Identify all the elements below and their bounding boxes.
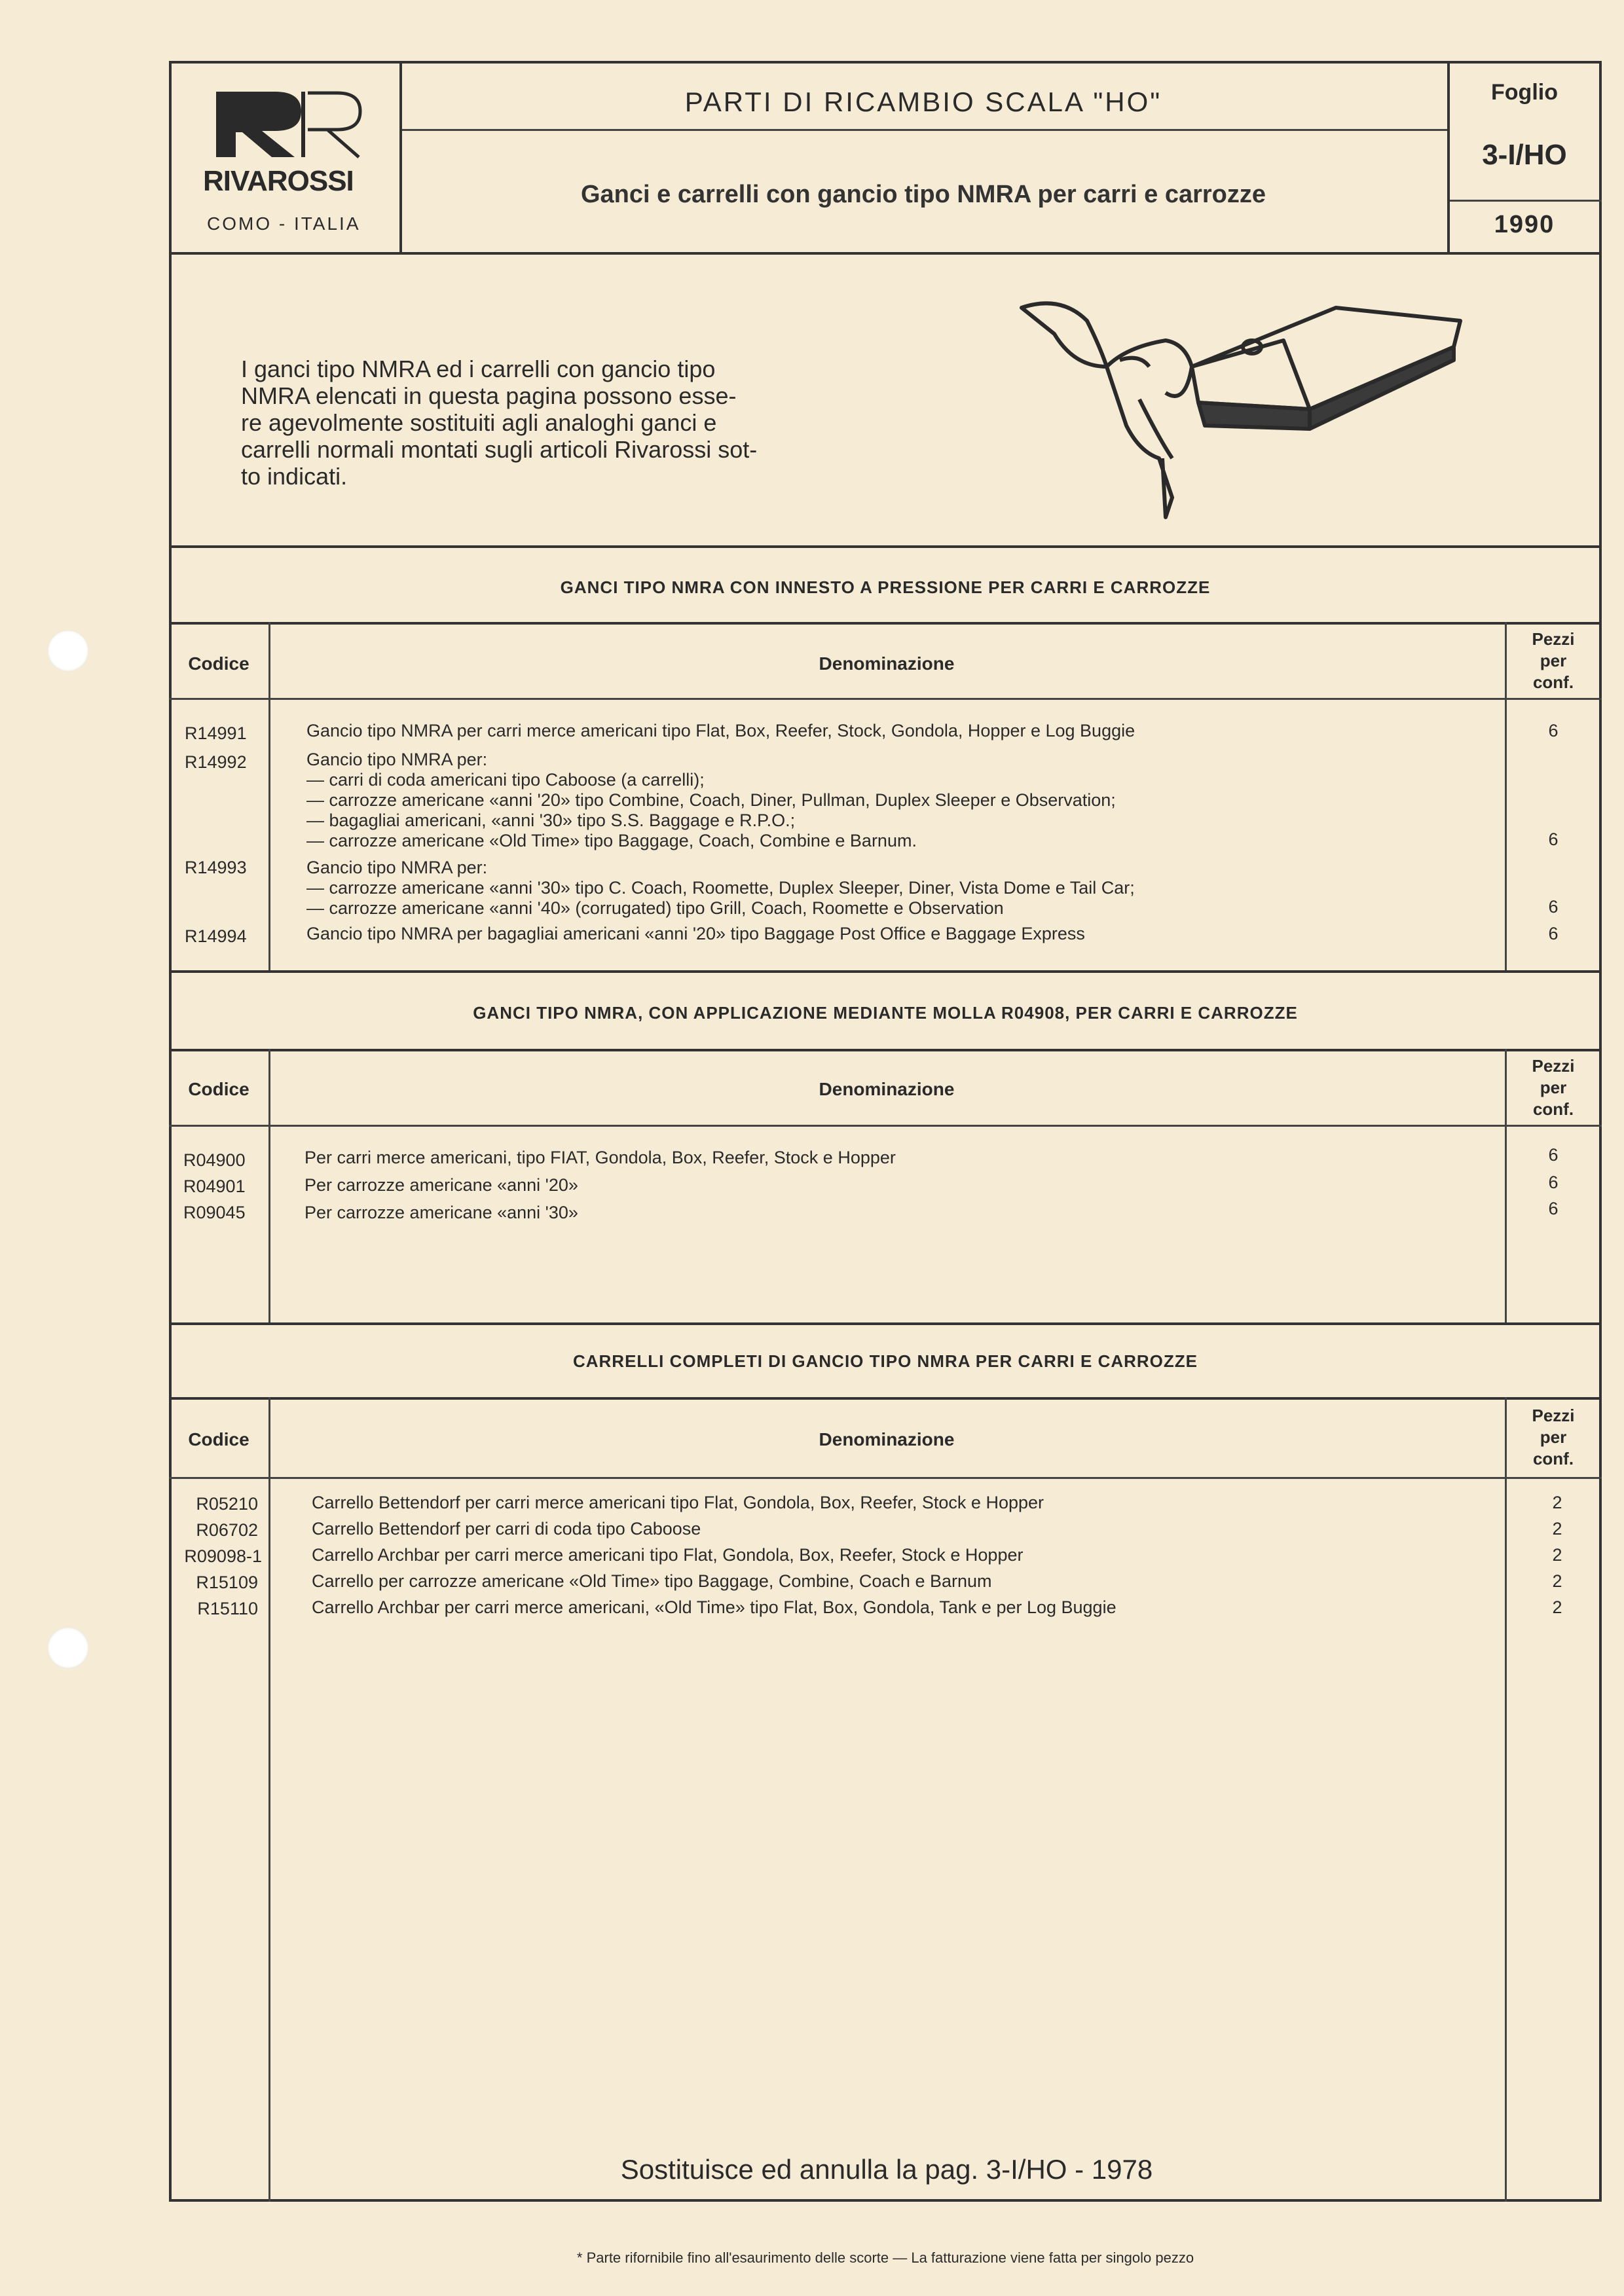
table-row-qty: 2 xyxy=(1552,1519,1562,1539)
foglio-number: 3-I/HO xyxy=(1482,139,1567,171)
section1-title-rule xyxy=(169,622,1602,625)
table-row-qty: 2 xyxy=(1552,1571,1562,1591)
table-row-code: R14991 xyxy=(185,723,247,743)
rivarossi-logo xyxy=(196,85,380,234)
section3-col-description: Denominazione xyxy=(819,1429,955,1449)
table-row-qty: 6 xyxy=(1548,1145,1559,1165)
table-row-qty: 6 xyxy=(1548,1173,1559,1192)
table-row-desc: Carrello Archbar per carri merce americani, «Old Time» tipo Flat, Box, Gondola, Tank e per Log Buggie xyxy=(312,1597,1116,1617)
section3-title: CARRELLI COMPLETI DI GANCIO TIPO NMRA PER CARRI E CARROZZE xyxy=(572,1351,1198,1371)
table-row-code: R14994 xyxy=(185,926,247,946)
section1-header-rule xyxy=(169,698,1602,700)
section2-bottom-rule xyxy=(169,1322,1602,1325)
section1-col-description: Denominazione xyxy=(819,653,955,674)
logo-location: COMO - ITALIA xyxy=(207,213,361,234)
table-row-code: R04900 xyxy=(183,1150,246,1170)
table-row-code: R09098-1 xyxy=(184,1546,262,1566)
nmra-coupler-illustration xyxy=(1008,268,1467,530)
table-row-qty: 6 xyxy=(1548,1199,1559,1218)
table-row-code: R05210 xyxy=(196,1494,258,1514)
section2-col-description: Denominazione xyxy=(819,1079,955,1099)
intro-line: I ganci tipo NMRA ed i carrelli con gancio tipo xyxy=(241,355,716,382)
table-row-code: R14993 xyxy=(185,858,247,877)
section3-col-divider-1 xyxy=(268,1397,270,2202)
intro-line: re agevolmente sostituiti agli analoghi ganci e xyxy=(241,409,717,436)
table-row-desc: — carrozze americane «anni '40» (corrugated) tipo Grill, Coach, Roomette e Observation xyxy=(306,898,1004,918)
replaces-note: Sostituisce ed annulla la pag. 3-I/HO - 1978 xyxy=(620,2154,1153,2185)
section2-col-qty: Pezzi per conf. xyxy=(1532,1056,1575,1119)
table-row-qty: 6 xyxy=(1548,721,1559,740)
section2-title-rule xyxy=(169,1049,1602,1051)
table-row-desc: Gancio tipo NMRA per: xyxy=(306,858,488,877)
logo-brand: RIVAROSSI xyxy=(203,165,354,197)
section3-col-qty: Pezzi per conf. xyxy=(1532,1406,1575,1468)
foglio-rule xyxy=(1447,200,1602,202)
section2-col-code: Codice xyxy=(188,1079,249,1099)
page-title: PARTI DI RICAMBIO SCALA "HO" xyxy=(684,86,1162,117)
table-row-desc: Per carrozze americane «anni '30» xyxy=(304,1203,578,1222)
section3-col-divider-2 xyxy=(1505,1397,1507,2202)
table-row-desc: — carrozze americane «Old Time» tipo Baggage, Coach, Combine e Barnum. xyxy=(306,831,917,850)
section2-title: GANCI TIPO NMRA, CON APPLICAZIONE MEDIANTE MOLLA R04908, PER CARRI E CARROZZE xyxy=(473,1003,1298,1023)
section3-header-rule xyxy=(169,1477,1602,1479)
punch-hole-top xyxy=(47,630,89,672)
table-row-qty: 6 xyxy=(1548,897,1559,917)
header-mid-rule xyxy=(399,129,1447,131)
table-row-desc: — carrozze americane «anni '20» tipo Combine, Coach, Diner, Pullman, Duplex Sleeper e Observation; xyxy=(306,790,1116,810)
section1-col-code: Codice xyxy=(188,653,249,674)
table-row-code: R15110 xyxy=(197,1599,258,1618)
table-row-desc: Carrello per carrozze americane «Old Time» tipo Baggage, Combine, Coach e Barnum xyxy=(312,1571,992,1591)
table-row-desc: Per carrozze americane «anni '20» xyxy=(304,1175,578,1195)
table-row-desc: — carri di coda americani tipo Caboose (a carrelli); xyxy=(306,770,705,790)
table-row-qty: 2 xyxy=(1552,1493,1562,1512)
table-row-desc: Carrello Bettendorf per carri merce americani tipo Flat, Gondola, Box, Reefer, Stock e Hopper xyxy=(312,1493,1044,1512)
table-row-code: R15109 xyxy=(196,1573,258,1592)
section2-header-rule xyxy=(169,1125,1602,1127)
intro-line: to indicati. xyxy=(241,463,348,490)
table-row-code: R06702 xyxy=(196,1520,258,1540)
footnote: * Parte rifornibile fino all'esaurimento delle scorte — La fatturazione viene fatta per singolo pezzo xyxy=(576,2250,1194,2266)
table-row-qty: 6 xyxy=(1548,924,1559,943)
table-row-desc: Carrello Bettendorf per carri di coda tipo Caboose xyxy=(312,1519,701,1539)
table-row-desc: Per carri merce americani, tipo FIAT, Gondola, Box, Reefer, Stock e Hopper xyxy=(304,1148,896,1167)
intro-line: carrelli normali montati sugli articoli Rivarossi sot- xyxy=(241,436,758,463)
section1-col-qty: Pezzi per conf. xyxy=(1532,629,1575,692)
year-label: 1990 xyxy=(1494,211,1555,238)
foglio-label: Foglio xyxy=(1491,80,1558,105)
header-bottom-rule xyxy=(169,252,1602,255)
table-row-qty: 6 xyxy=(1548,829,1559,849)
table-row-qty: 2 xyxy=(1552,1545,1562,1565)
table-row-code: R09045 xyxy=(183,1203,246,1222)
table-row-desc: Gancio tipo NMRA per carri merce americani tipo Flat, Box, Reefer, Stock, Gondola, Hopper e Log Buggie xyxy=(306,721,1135,740)
intro-bottom-rule xyxy=(169,545,1602,548)
section3-title-rule xyxy=(169,1397,1602,1400)
table-row-qty: 2 xyxy=(1552,1597,1562,1617)
table-row-desc: Carrello Archbar per carri merce americani tipo Flat, Gondola, Box, Reefer, Stock e Hopper xyxy=(312,1545,1024,1565)
table-row-code: R14992 xyxy=(185,752,247,772)
table-row-desc: — bagagliai americani, «anni '30» tipo S.S. Baggage e R.P.O.; xyxy=(306,811,796,830)
section3-col-code: Codice xyxy=(188,1429,249,1449)
page-subtitle: Ganci e carrelli con gancio tipo NMRA per carri e carrozze xyxy=(580,181,1266,208)
table-row-desc: Gancio tipo NMRA per: xyxy=(306,750,488,769)
section1-bottom-rule xyxy=(169,970,1602,973)
table-row-code: R04901 xyxy=(183,1176,246,1196)
table-row-desc: — carrozze americane «anni '30» tipo C. Coach, Roomette, Duplex Sleeper, Diner, Vista Dome e Tail Car; xyxy=(306,878,1135,898)
punch-hole-bottom xyxy=(47,1627,89,1669)
section1-title: GANCI TIPO NMRA CON INNESTO A PRESSIONE PER CARRI E CARROZZE xyxy=(560,577,1211,597)
intro-line: NMRA elencati in questa pagina possono esse- xyxy=(241,382,737,409)
rr-logo-icon xyxy=(203,85,373,164)
intro-text xyxy=(241,355,778,490)
table-row-desc: Gancio tipo NMRA per bagagliai americani «anni '20» tipo Baggage Post Office e Baggage Express xyxy=(306,924,1085,943)
